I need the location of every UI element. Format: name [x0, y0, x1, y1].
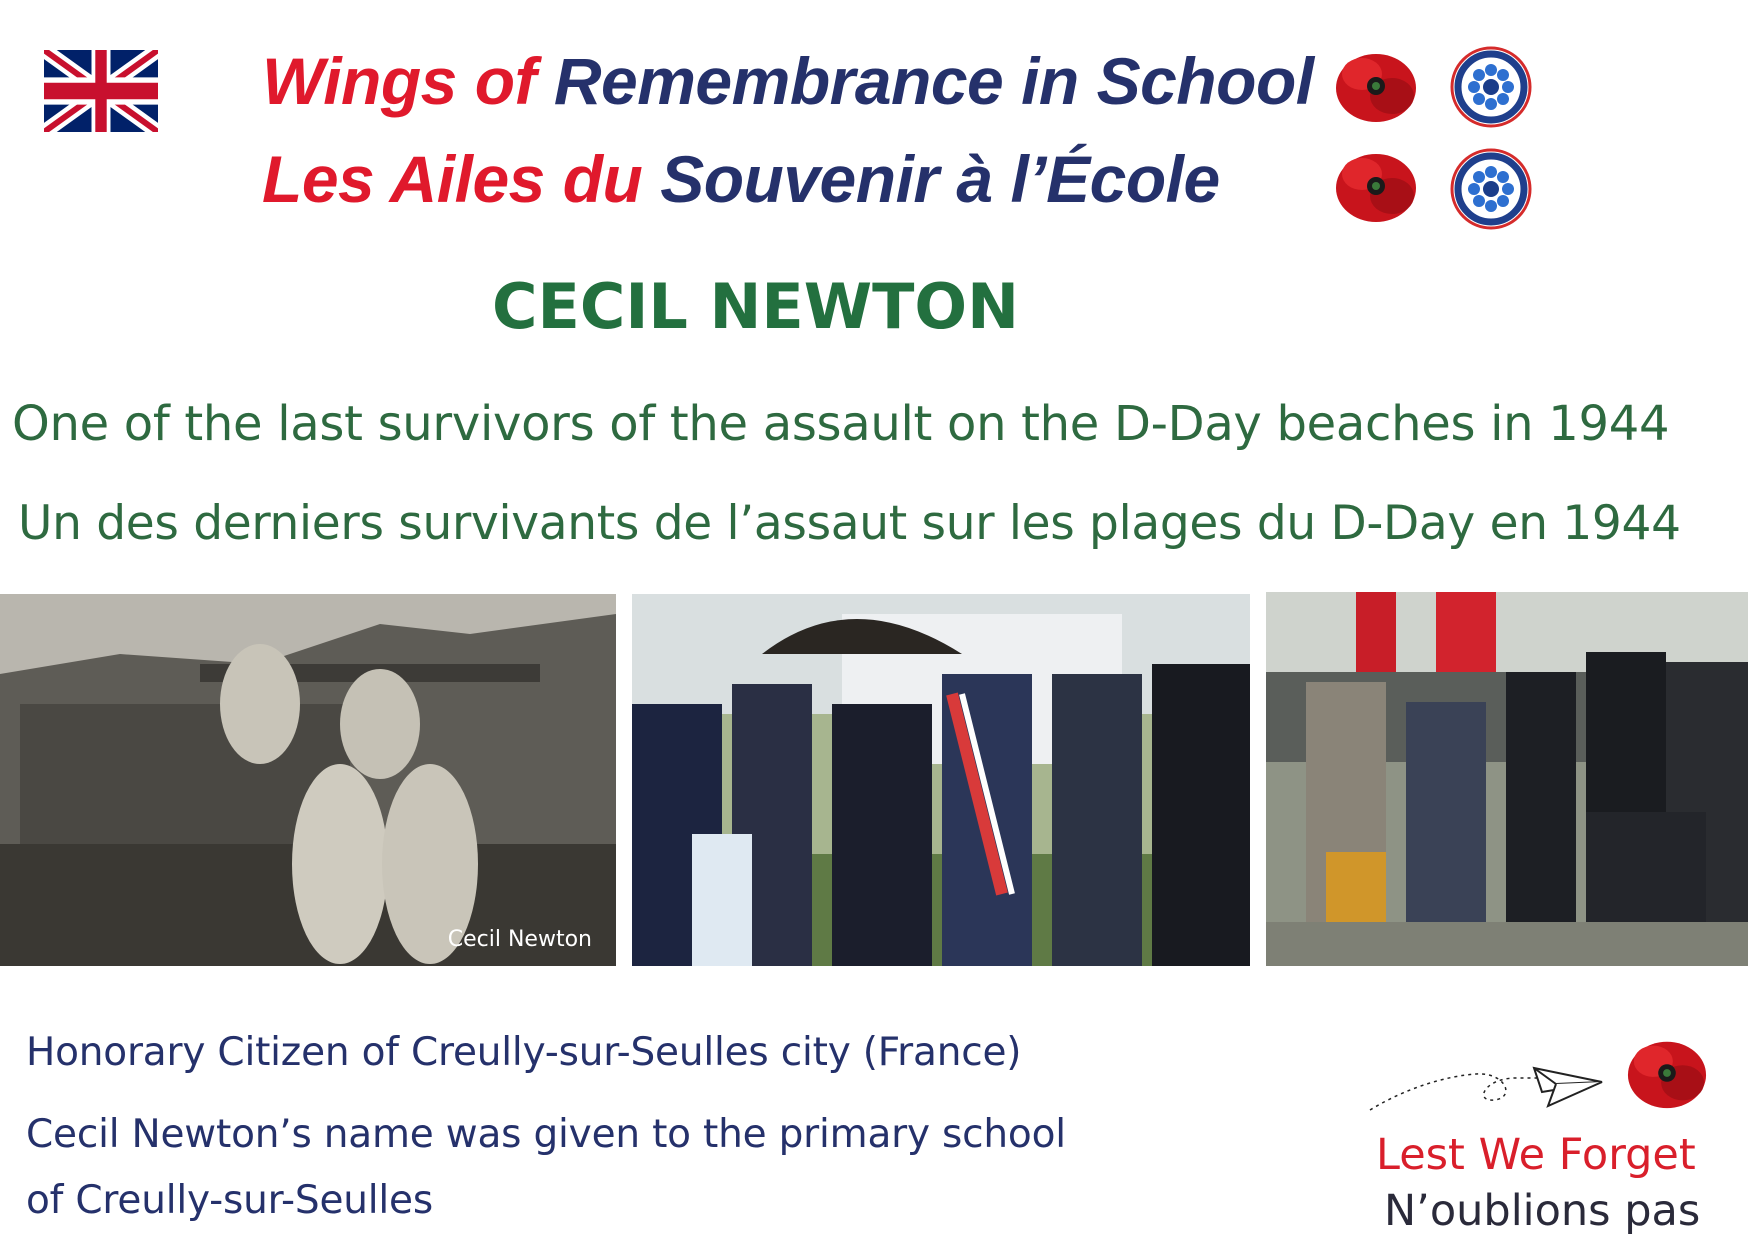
title-english	[262, 44, 1314, 118]
title-french	[262, 142, 1220, 216]
title-en-remembrance: Remembrance in School	[553, 44, 1314, 118]
paper-plane-icon	[1366, 1048, 1606, 1114]
lest-we-forget-text: Lest We Forget	[1376, 1130, 1696, 1180]
poppy-icon	[1332, 44, 1420, 128]
bleuet-de-france-badge-icon	[1450, 148, 1532, 230]
noublions-pas-text: N’oublions pas	[1384, 1186, 1701, 1236]
photo-tank-crew	[0, 594, 616, 966]
bleuet-de-france-badge-icon	[1450, 46, 1532, 128]
title-fr-les-ailes-du: Les Ailes du	[262, 142, 643, 216]
title-en-wings-of: Wings of	[262, 44, 537, 118]
subtitle-french: Un des derniers survivants de l’assaut sur les plages du D-Day en 1944	[18, 496, 1681, 551]
union-jack-flag-icon	[44, 50, 158, 132]
title-fr-souvenir: Souvenir à l’École	[660, 142, 1220, 216]
poppy-icon	[1332, 144, 1420, 228]
person-name: CECIL NEWTON	[492, 270, 1020, 343]
subtitle-english: One of the last survivors of the assault on the D-Day beaches in 1944	[12, 396, 1670, 452]
honorary-citizen-text: Honorary Citizen of Creully-sur-Seulles city (France)	[26, 1030, 1022, 1075]
school-name-text-line2: of Creully-sur-Seulles	[26, 1178, 433, 1223]
photo-caption: Cecil Newton	[447, 927, 592, 952]
photo-commemoration-ceremony	[1266, 592, 1748, 966]
school-name-text-line1: Cecil Newton’s name was given to the primary school	[26, 1112, 1066, 1157]
poppy-icon	[1622, 1032, 1712, 1114]
photo-school-naming-ceremony	[632, 594, 1250, 966]
